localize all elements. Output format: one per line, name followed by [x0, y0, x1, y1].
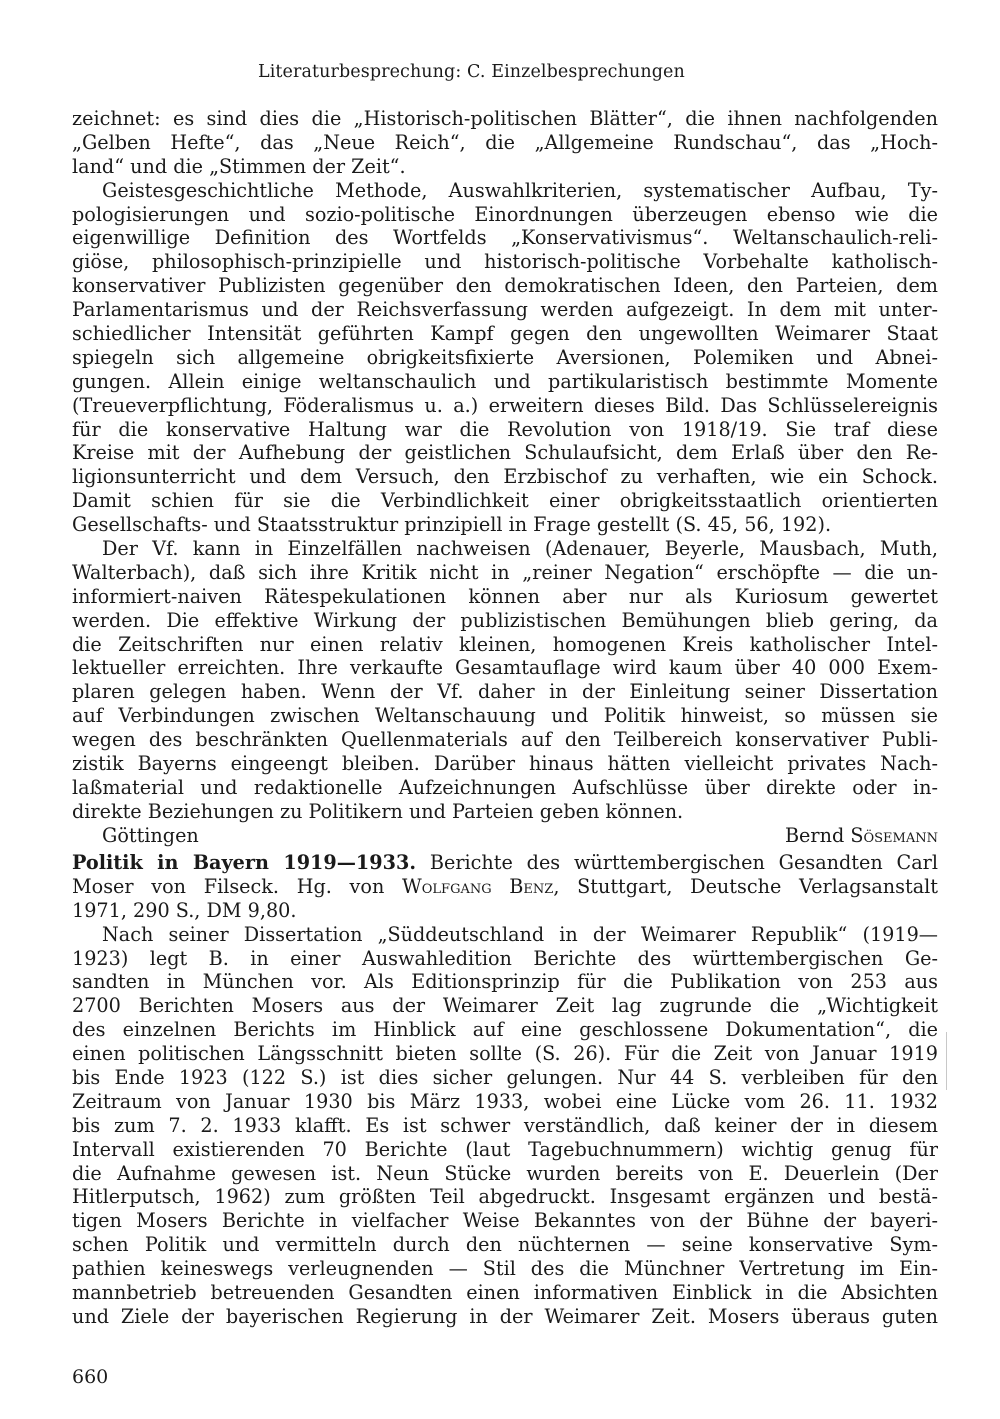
- text-line: bis Ende 1923 (122 S.) ist dies sicher gelungen. Nur 44 S. verbleiben für den: [72, 1066, 938, 1090]
- text-line: gungen. Allein einige weltanschaulich und partikularistisch bestimmte Momente: [72, 369, 938, 393]
- text-line: „Gelben Hefte“, das „Neue Reich“, die „Allgemeine Rundschau“, das „Hoch-: [72, 130, 938, 154]
- page-number: 660: [72, 1366, 109, 1388]
- review-1-signature: [72, 824, 938, 848]
- text-line: zeichnet: es sind dies die „Historisch-politischen Blätter“, die ihnen nachfolgenden: [72, 107, 938, 130]
- text-line: Gesellschafts- und Staatsstruktur prinzipiell in Frage gestellt (S. 45, 56, 192).: [72, 513, 832, 537]
- reviewer-first-name: Bernd: [784, 823, 845, 847]
- running-head: Literaturbesprechung: C. Einzelbesprechungen: [258, 62, 685, 82]
- text-line: tigen Mosers Berichte in vielfacher Weise Bekanntes von der Bühne der bayeri-: [72, 1209, 938, 1233]
- review-2-citation-line-1: Politik in Bayern 1919—1933. Berichte des württembergischen Gesandten Carl: [72, 851, 938, 874]
- text-line: für die konservative Haltung war die Revolution von 1918/19. Sie traf diese: [72, 417, 938, 441]
- review-2-editor: Wolfgang Benz: [402, 874, 554, 898]
- reviewer-last-name: Sösemann: [850, 823, 938, 847]
- document-page: [72, 0, 938, 1419]
- text-line: schiedlicher Intensität geführten Kampf gegen den ungewollten Weimarer Staat: [72, 322, 938, 346]
- text-line: werden. Die effektive Wirkung der publizistischen Bemühungen blieb gering, da: [72, 608, 938, 632]
- text-line: Damit schien für sie die Verbindlichkeit einer obrigkeitsstaatlich orientierten: [72, 489, 938, 513]
- text-line: giöse, philosophisch-prinzipielle und historisch-politische Vorbehalte katholisch-: [72, 250, 938, 274]
- text-line: (Treueverpflichtung, Föderalismus u. a.) erweitern dieses Bild. Das Schlüsselereignis: [72, 393, 938, 417]
- text-line: die Zeitschriften nur einen relativ kleinen, homogenen Kreis katholischer Intel-: [72, 632, 938, 656]
- text-line: ligionsunterricht und dem Versuch, den Erzbischof zu verhaften, wie ein Schock.: [72, 465, 938, 489]
- text-line: schen Politik und vermitteln durch den nüchternen — seine konservative Sym-: [72, 1233, 938, 1257]
- paragraph-start-line: Der Vf. kann in Einzelfällen nachweisen (Adenauer, Beyerle, Mausbach, Muth,: [102, 537, 938, 561]
- text-line: Kreise mit der Aufhebung der geistlichen Schulaufsicht, dem Erlaß über den Re-: [72, 441, 938, 465]
- review-2-title: Politik in Bayern 1919—1933.: [72, 851, 417, 874]
- text-line: einen politischen Längsschnitt bieten sollte (S. 26). Für die Zeit von Januar 1919: [72, 1042, 938, 1066]
- text-line: wegen des beschränkten Quellenmaterials auf den Teilbereich konservativer Publi-: [72, 728, 938, 752]
- text-line: land“ und die „Stimmen der Zeit“.: [72, 154, 406, 178]
- text-line: Intervall existierenden 70 Berichte (laut Tagebuchnummern) wichtig genug für: [72, 1137, 938, 1161]
- text-line: Walterbach), daß sich ihre Kritik nicht in „reiner Negation“ erschöpfte — die un-: [72, 560, 938, 584]
- text-line: sandten in München vor. Als Editionsprinzip für die Publikation von 253 aus: [72, 970, 938, 994]
- paragraph-start-line: Geistesgeschichtliche Methode, Auswahlkriterien, systematischer Aufbau, Ty-: [102, 178, 938, 202]
- text-line: und Ziele der bayerischen Regierung in der Weimarer Zeit. Mosers überaus guten: [72, 1304, 938, 1328]
- text-line: spiegeln sich allgemeine obrigkeitsfixierte Aversionen, Polemiken und Abnei-: [72, 345, 938, 369]
- review-2: [72, 851, 938, 1329]
- text-line: des einzelnen Berichts im Hinblick auf eine geschlossene Dokumentation“, die: [72, 1018, 938, 1042]
- text-line: eigenwillige Definition des Wortfelds „Konservativismus“. Weltanschaulich-reli-: [72, 226, 938, 250]
- text-line: lektueller erreichten. Ihre verkaufte Gesamtauflage wird kaum über 40 000 Exem-: [72, 656, 938, 680]
- text-line: 1923) legt B. in einer Auswahledition Berichte des württembergischen Ge-: [72, 946, 938, 970]
- review-2-citation-line-2: Moser von Filseck. Hg. von Wolfgang Benz, Stuttgart, Deutsche Verlagsanstalt: [72, 874, 938, 898]
- text-line: mannbetrieb betreuenden Gesandten einen informativen Einblick in die Absichten: [72, 1281, 938, 1305]
- text-line: laßmaterial und redaktionelle Aufzeichnungen Aufschlüsse über direkte oder in-: [72, 775, 938, 799]
- text-line: auf Verbindungen zwischen Weltanschauung und Politik hinweist, so müssen sie: [72, 704, 938, 728]
- text-line: Parlamentarismus und der Reichsverfassung werden aufgezeigt. In dem mit unter-: [72, 298, 938, 322]
- text-line: direkte Beziehungen zu Politikern und Parteien geben können.: [72, 799, 684, 823]
- text-line: pathien keineswegs verleugnenden — Stil des die Münchner Vertretung im Ein-: [72, 1257, 938, 1281]
- text-line: bis zum 7. 2. 1933 klafft. Es ist schwer verständlich, daß keiner der in diesem: [72, 1113, 938, 1137]
- text-line: Hitlerputsch, 1962) zum größten Teil abgedruckt. Insgesamt ergänzen und bestä-: [72, 1185, 938, 1209]
- review-1-body: [72, 107, 938, 848]
- review-1-place: Göttingen: [102, 823, 199, 847]
- margin-mark: [946, 1032, 947, 1090]
- review-2-citation-line-3: 1971, 290 S., DM 9,80.: [72, 898, 297, 922]
- paragraph-start-line: Nach seiner Dissertation „Süddeutschland in der Weimarer Republik“ (1919—: [102, 922, 938, 946]
- text-line: zistik Bayerns eingeengt bleiben. Darüber hinaus hätten vielleicht privates Nach-: [72, 752, 938, 776]
- text-line: plaren gelegen haben. Wenn der Vf. daher in der Einleitung seiner Dissertation: [72, 680, 938, 704]
- text-line: Zeitraum von Januar 1930 bis März 1933, wobei eine Lücke vom 26. 11. 1932: [72, 1089, 938, 1113]
- text-line: 2700 Berichten Mosers aus der Weimarer Zeit lag zugrunde die „Wichtigkeit: [72, 994, 938, 1018]
- text-line: pologisierungen und sozio-politische Einordnungen überzeugen ebenso wie die: [72, 202, 938, 226]
- text-line: informiert-naiven Rätespekulationen können aber nur als Kuriosum gewertet: [72, 584, 938, 608]
- review-1-reviewer: [785, 824, 938, 848]
- text-line: konservativer Publizisten gegenüber den demokratischen Ideen, den Parteien, dem: [72, 274, 938, 298]
- text-line: die Aufnahme gewesen ist. Neun Stücke wurden bereits von E. Deuerlein (Der: [72, 1161, 938, 1185]
